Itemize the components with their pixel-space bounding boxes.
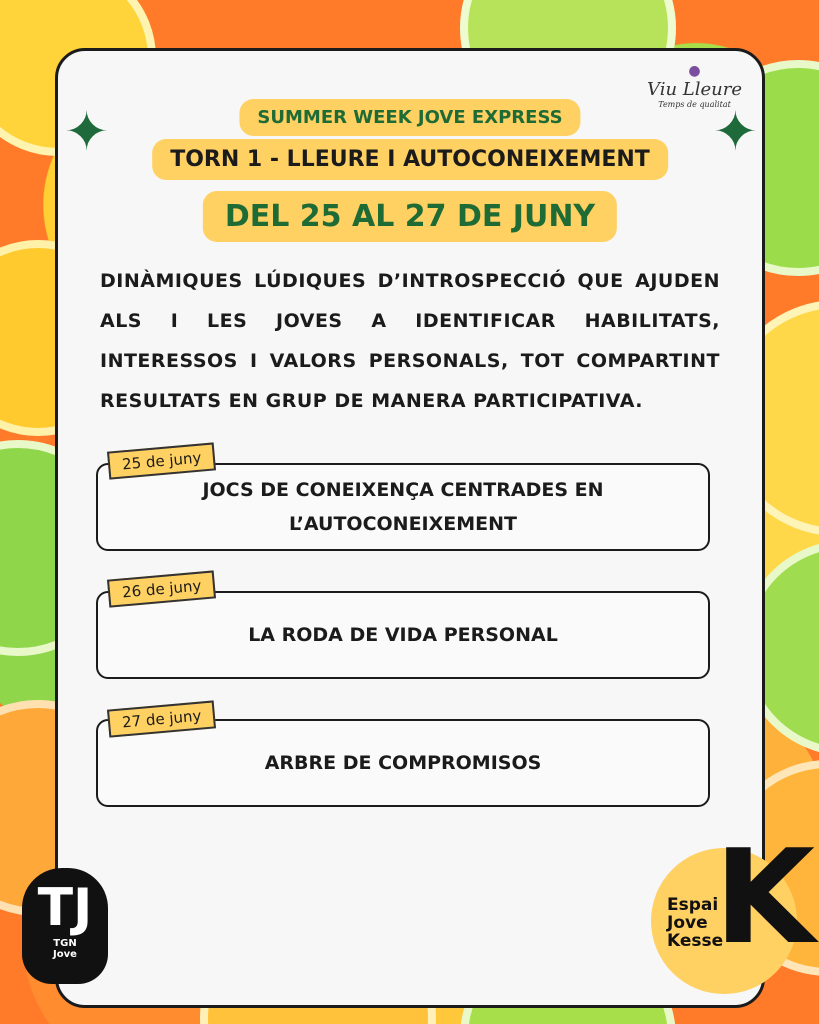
jove-label: Jove <box>53 949 77 960</box>
sparkle-icon: ✦ <box>712 100 758 163</box>
activity-box <box>96 591 710 679</box>
event-turn-title: TORN 1 - LLEURE I AUTOCONEIXEMENT <box>152 139 668 180</box>
viu-lleure-logo <box>647 63 742 109</box>
viu-lleure-tagline: Temps de qualitat <box>658 100 731 109</box>
event-description: DINÀMIQUES LÚDIQUES D’INTROSPECCIÓ QUE AJUDEN ALS I LES JOVES A IDENTIFICAR HABILITATS, INTERESSOS I VALORS PERSONALS, TOT COMPARTINT RESULTATS EN GRUP DE MANERA PARTICIPATIVA. <box>100 270 720 412</box>
espai-jove-kesse-text <box>667 896 723 950</box>
tgn-jove-mark: TJ <box>37 878 93 938</box>
activity-title: LA RODA DE VIDA PERSONAL <box>248 624 558 646</box>
espai-line: Espai <box>667 895 719 915</box>
viu-lleure-name: Viu Lleure <box>647 79 742 100</box>
activity-title: JOCS DE CONEIXENÇA CENTRADES EN L’AUTOCONEIXEMENT <box>202 479 604 535</box>
balloon-icon: ● <box>688 63 701 79</box>
espai-jove-kesse-logo <box>651 821 815 994</box>
tgn-label: TGN <box>53 938 77 949</box>
tgn-jove-logo <box>22 868 108 984</box>
event-series-title: SUMMER WEEK JOVE EXPRESS <box>239 99 580 136</box>
kesse-line: Kesse <box>667 931 724 951</box>
activity-box <box>96 463 710 551</box>
jove-line: Jove <box>667 913 708 933</box>
activity-date-tag: 26 de juny <box>107 570 216 607</box>
activity-title: ARBRE DE COMPROMISOS <box>264 752 542 774</box>
activity-box <box>96 719 710 807</box>
event-dates: DEL 25 AL 27 DE JUNY <box>203 191 617 242</box>
activity-date-tag: 25 de juny <box>107 442 216 479</box>
kesse-k-letter: K <box>714 821 815 973</box>
activity-date-tag: 27 de juny <box>107 700 216 737</box>
poster-card <box>55 48 765 1008</box>
sparkle-icon: ✦ <box>64 100 110 163</box>
